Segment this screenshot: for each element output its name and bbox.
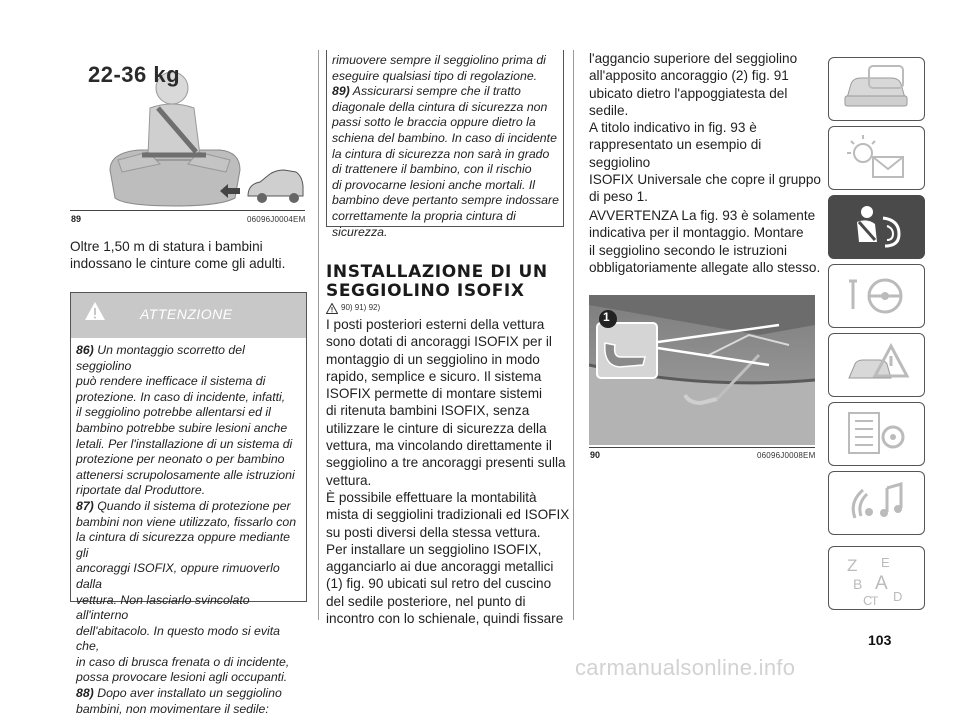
steering-wheel-icon <box>829 265 924 327</box>
figure-89-code: 06096J0004EM <box>247 215 306 224</box>
warning-line: correttamente la propria cintura di <box>332 208 516 223</box>
warning-line: protezione per neonato o per bambino <box>76 452 285 467</box>
warning-line: il seggiolino potrebbe allentarsi ed il <box>76 405 271 420</box>
text-line: vettura, ma vincolando direttamente il <box>326 438 552 454</box>
tab-dashboard[interactable] <box>828 57 925 121</box>
warning-line: attenersi scrupolosamente alle istruzioni <box>76 467 295 482</box>
section-title-line: INSTALLAZIONE DI UN <box>326 262 548 282</box>
text-line: incontro con lo schienale, quindi fissare <box>326 611 564 627</box>
warning-line: 88) Dopo aver installato un seggiolino <box>76 686 282 701</box>
text-line: È possibile effettuare la montabilità <box>326 489 537 505</box>
column3-paragraph-2 <box>589 207 824 276</box>
text-line: obbligatoriamente allegate allo stesso. <box>589 259 821 275</box>
tab-maintenance[interactable] <box>828 402 925 466</box>
svg-text:Z: Z <box>847 556 858 575</box>
text-line: utilizzare le cinture di sicurezza della <box>326 420 547 436</box>
text-line: all'apposito ancoraggio (2) fig. 91 <box>589 68 789 84</box>
warning-line: può rendere inefficace il sistema di <box>76 374 266 389</box>
tab-emergency[interactable] <box>828 333 925 397</box>
text-line: sono dotati di ancoraggi ISOFIX per il <box>326 334 552 350</box>
text-line: rappresentato un esempio di seggiolino <box>589 137 762 170</box>
text-line: Oltre 1,50 m di statura i bambini <box>70 239 263 254</box>
tab-warning-lights[interactable] <box>828 126 925 190</box>
warning-line: 86) Un montaggio scorretto del seggiolino <box>76 343 245 373</box>
column-separator <box>573 50 574 620</box>
figure-89-number: 89 <box>71 214 82 224</box>
svg-text:B: B <box>853 576 863 592</box>
tab-safety[interactable] <box>828 195 925 259</box>
text-line: (1) fig. 90 ubicati sul retro del cuscino <box>326 576 552 592</box>
text-line: su posti diversi della stessa vettura. <box>326 524 541 540</box>
text-line: sedile. <box>589 102 629 118</box>
section-title-line: SEGGIOLINO ISOFIX <box>326 281 525 301</box>
intro-paragraph <box>70 238 285 273</box>
figure-89-heading: 22-36 kg <box>88 62 181 87</box>
warning-line: eseguire qualsiasi tipo di regolazione. <box>332 68 538 83</box>
figure-89-rule <box>70 210 305 211</box>
warning-line: in caso di brusca frenata o di incidente, <box>76 654 290 669</box>
column3-paragraph-1 <box>589 50 824 206</box>
text-line: l'aggancio superiore del seggiolino <box>589 51 798 66</box>
svg-text:C: C <box>863 593 873 608</box>
emergency-triangle-icon <box>829 334 924 396</box>
column-separator <box>318 50 319 620</box>
warning-text <box>76 343 302 717</box>
safety-seatbelt-icon <box>829 196 924 258</box>
multimedia-icon <box>829 472 924 534</box>
section-title <box>326 263 548 301</box>
text-line: A titolo indicativo in fig. 93 è <box>589 120 757 136</box>
warning-title: ATTENZIONE <box>140 306 233 322</box>
warning-line: di trattenere il bambino, con il rischio <box>332 162 532 177</box>
warning-line: diagonale della cintura di sicurezza non <box>332 99 548 114</box>
warning-line: bambini non viene utilizzato, fissarlo con <box>76 514 297 529</box>
svg-text:D: D <box>893 589 903 604</box>
text-line: I posti posteriori esterni della vettura <box>326 317 545 332</box>
warning-line: rimuovere sempre il seggiolino prima di <box>332 53 546 67</box>
text-line: agganciarlo ai due ancoraggi metallici <box>326 559 554 575</box>
warning-line: la cintura di sicurezza non sarà in grado <box>332 146 550 161</box>
car-dashboard-icon <box>829 58 924 120</box>
figure-90-callout: 1 <box>603 310 610 324</box>
warning-line: di provocarne lesioni anche mortali. Il <box>332 177 536 192</box>
warning-line: bambino potrebbe subire lesioni anche <box>76 420 288 435</box>
tab-index[interactable] <box>828 546 925 610</box>
warning-line: dell'abitacolo. In questo modo si evita che, <box>76 623 281 654</box>
text-line: mista di seggiolini tradizionali ed ISOFIX <box>326 507 570 523</box>
svg-text:T: T <box>871 594 879 608</box>
maintenance-icon <box>829 403 924 465</box>
warning-line: la cintura di sicurezza oppure mediante gli <box>76 530 290 560</box>
warning-line: sicurezza. <box>332 224 388 239</box>
warning-line: ancoraggi ISOFIX, oppure rimuoverlo dalla <box>76 561 280 591</box>
text-line: di ritenuta bambini ISOFIX, senza <box>326 403 530 419</box>
figure-90-number: 90 <box>590 450 601 460</box>
text-line: ISOFIX permette di montare sistemi <box>326 386 543 402</box>
text-line: vettura. <box>326 472 372 488</box>
page-number: 103 <box>868 632 892 648</box>
tab-multimedia[interactable] <box>828 471 925 535</box>
text-line: seggiolino a tre ancoraggi presenti sulla <box>326 455 566 471</box>
warning-triangle-icon <box>84 300 106 327</box>
warning-line: protezione. In caso di incidente, infatti, <box>76 389 286 404</box>
warning-text-continued <box>332 53 560 240</box>
text-line: il seggiolino secondo le istruzioni <box>589 242 787 258</box>
figure-90-photo <box>589 295 815 445</box>
text-line: montaggio di un seggiolino in modo <box>326 351 540 367</box>
text-line: ISOFIX Universale che copre il gruppo <box>589 172 821 188</box>
text-line: indossano le cinture come gli adulti. <box>70 256 286 272</box>
text-line: rapido, semplice e sicuro. Il sistema <box>326 368 542 384</box>
warning-references: 90) 91) 92) <box>341 303 381 312</box>
tab-starting-driving[interactable] <box>828 264 925 328</box>
watermark: carmanualsonline.info <box>575 655 796 680</box>
text-line: ubicato dietro l'appoggiatesta del <box>589 85 788 101</box>
text-line: indicativa per il montaggio. Montare <box>589 225 804 241</box>
warning-line: 89) Assicurarsi sempre che il tratto <box>332 84 521 99</box>
warning-line: riportate dal Produttore. <box>76 483 206 498</box>
figure-90-rule <box>589 447 815 448</box>
svg-text:A: A <box>875 573 888 594</box>
isofix-paragraph <box>326 316 571 627</box>
warning-line: letali. Per l'installazione di un sistema di <box>76 436 293 451</box>
warning-line: 87) Quando il sistema di protezione per <box>76 498 291 513</box>
svg-text:E: E <box>881 555 890 570</box>
text-line: del sedile posteriore, nel punto di <box>326 593 526 609</box>
text-line: di peso 1. <box>589 189 648 205</box>
warning-line: schiena del bambino. In caso di incidente <box>332 130 557 145</box>
index-icon <box>829 547 924 609</box>
warning-line: bambini, non movimentare il sedile: <box>76 701 269 716</box>
warning-line: vettura. Non lasciarlo svincolato all'interno <box>76 592 250 623</box>
warning-line: bambino deve pertanto sempre indossare <box>332 193 559 208</box>
text-line: Per installare un seggiolino ISOFIX, <box>326 541 542 557</box>
text-line: AVVERTENZA La fig. 93 è solamente <box>589 208 816 223</box>
warning-line: passi sotto le braccia oppure dietro la <box>332 115 536 130</box>
warning-line: possa provocare lesioni agli occupanti. <box>76 670 288 685</box>
figure-90-code: 06096J0008EM <box>757 451 816 460</box>
warning-lights-icon <box>829 127 924 189</box>
